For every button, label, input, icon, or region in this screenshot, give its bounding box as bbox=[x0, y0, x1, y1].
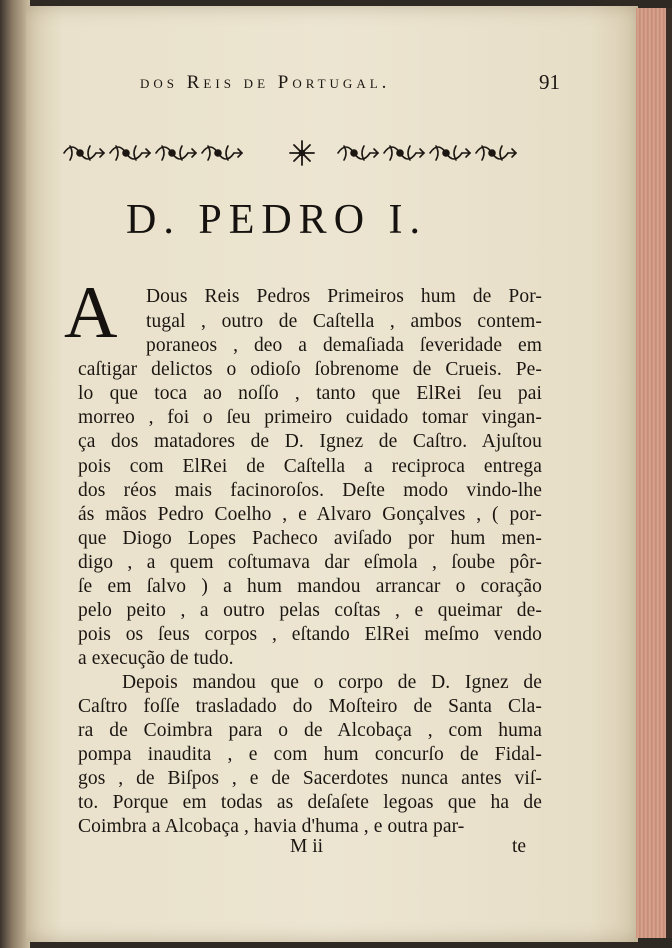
text-line: que Diogo Lopes Pacheco aviſado por hum men- bbox=[78, 528, 542, 549]
signature-mark: M ii bbox=[290, 836, 324, 857]
text-line: caſtigar delictos o odioſo ſobrenome de Crueis. Pe- bbox=[78, 359, 542, 380]
text-line: lo que toca ao noſſo , tanto que ElRei ſeu pai bbox=[78, 383, 542, 404]
text-line: pelo peito , a outro pelas coſtas , e queimar de- bbox=[78, 600, 542, 621]
running-head: dos Reis de Portugal. bbox=[140, 72, 391, 93]
text-line: ra de Coimbra para o de Alcobaça , com huma bbox=[78, 720, 542, 741]
text-line: gos , de Biſpos , e de Sacerdotes nunca antes viſ- bbox=[78, 768, 542, 789]
text-line: pois os ſeus corpos , eſtando ElRei meſmo vendo bbox=[78, 624, 542, 645]
text-line: digo , a quem coſtumava dar eſmola , ſoube pôr- bbox=[78, 552, 542, 573]
page-fore-edge bbox=[636, 8, 666, 938]
chapter-title: D. PEDRO I. bbox=[126, 197, 428, 243]
text-line: Coimbra a Alcobaça , havia d'huma , e outra par- bbox=[78, 816, 465, 837]
text-line: tugal , outro de Caſtella , ambos contem- bbox=[146, 311, 542, 332]
catchword: te bbox=[512, 836, 527, 857]
page-number: 91 bbox=[539, 70, 560, 94]
text-line: ás mãos Pedro Coelho , e Alvaro Gonçalves , ( por- bbox=[78, 504, 542, 525]
text-line: morreo , foi o ſeu primeiro cuidado tomar vingan- bbox=[78, 407, 542, 428]
drop-cap: A bbox=[64, 272, 118, 354]
text-line: poraneos , deo a demaſiada ſeveridade em bbox=[146, 335, 542, 356]
text-line: pois com ElRei de Caſtella a reciproca entrega bbox=[78, 456, 542, 477]
page-header bbox=[140, 72, 560, 102]
text-line: dos réos mais facinoroſos. Deſte modo vindo-lhe bbox=[78, 480, 542, 501]
text-line: Dous Reis Pedros Primeiros hum de Por- bbox=[146, 286, 542, 307]
text-line: ça dos matadores de D. Ignez de Caſtro. Ajuſtou bbox=[78, 431, 542, 452]
text-line: ſe em ſalvo ) a hum mandou arrancar o coração bbox=[78, 576, 542, 597]
text-line: Depois mandou que o corpo de D. Ignez de bbox=[122, 672, 542, 693]
text-line: a execução de tudo. bbox=[78, 648, 234, 669]
text-line: Caſtro foſſe trasladado do Moſteiro de Santa Cla- bbox=[78, 696, 542, 717]
text-line: pompa inaudita , e com hum concurſo de Fidal- bbox=[78, 744, 542, 765]
ornament-band-icon bbox=[62, 136, 542, 170]
text-line: to. Porque em todas as deſaſete legoas que ha de bbox=[78, 792, 542, 813]
